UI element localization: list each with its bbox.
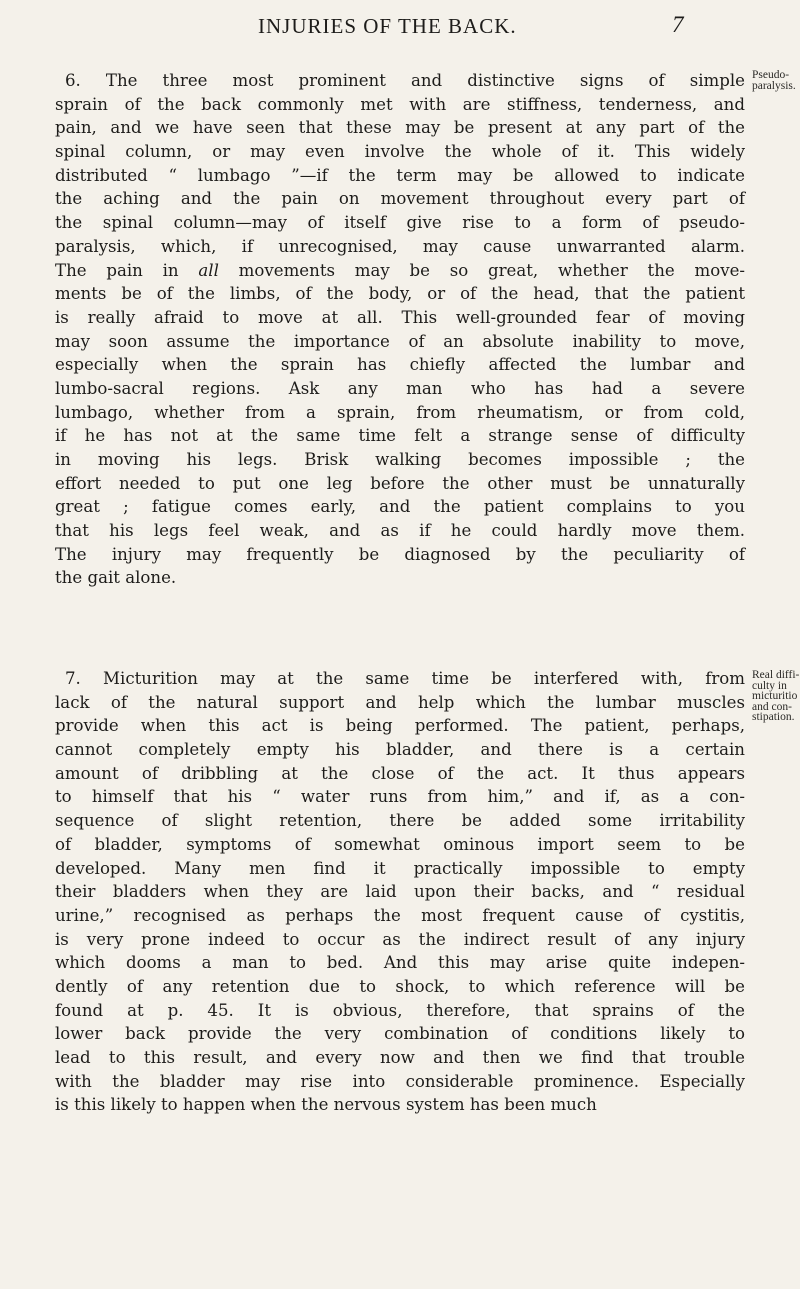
text-line: The pain in all movements may be so great, whether the move- — [55, 260, 746, 280]
text-line: which dooms a man to bed. And this may arise quite indepen- — [55, 953, 745, 973]
line-text: Micturition may at the same time be interfered with, from — [103, 669, 745, 688]
text-line: is really afraid to move at all. This well-grounded fear of moving — [55, 307, 745, 327]
margin-note-line: micturitio — [752, 690, 798, 702]
text-line: spinal column, or may even involve the whole of it. This widely — [55, 142, 745, 162]
text-line: provide when this act is being performed. The patient, perhaps, — [55, 716, 745, 736]
margin-note-line: culty in — [752, 679, 787, 692]
running-title: INJURIES OF THE BACK. — [258, 14, 517, 38]
margin-note-line: Pseudo- — [752, 69, 790, 81]
text-line: is very prone indeed to occur as the indirect result of any injury — [55, 929, 745, 949]
text-line: especially when the sprain has chiefly affected the lumbar and — [55, 355, 745, 375]
text-line — [55, 69, 745, 93]
text-line: amount of dribbling at the close of the act. It thus appears — [55, 763, 745, 783]
text-line: lumbo-sacral regions. Ask any man who has had a severe — [55, 378, 745, 398]
text-line: sequence of slight retention, there be added some irritability — [55, 811, 745, 831]
text-line: the spinal column—may of itself give rise to a form of pseudo- — [55, 213, 745, 233]
text-line: in moving his legs. Brisk walking becomes impossible ; the — [55, 450, 745, 469]
text-line: may soon assume the importance of an absolute inability to move, — [55, 331, 745, 351]
text-line: lower back provide the very combination of conditions likely to — [55, 1024, 745, 1044]
text-line: cannot completely empty his bladder, and there is a certain — [55, 740, 745, 760]
text-line: lack of the natural support and help which the lumbar muscles — [55, 692, 745, 712]
margin-note-line: stipation. — [752, 711, 795, 723]
page-number: 7 — [672, 12, 684, 37]
text-line: lumbago, whether from a sprain, from rheumatism, or from cold, — [55, 402, 745, 422]
text-line: that his legs feel weak, and as if he could hardly move them. — [55, 521, 745, 541]
line-text: The three most prominent and distinctive signs of simple — [105, 71, 746, 90]
text-line: the aching and the pain on movement throughout every part of — [55, 189, 745, 209]
text-line: to himself that his “ water runs from him,” and if, as a con- — [55, 787, 745, 807]
text-line: The injury may frequently be diagnosed by the peculiarity of — [55, 544, 745, 564]
text-line: developed. Many men find it practically impossible to empty — [55, 858, 745, 878]
text-line: pain, and we have seen that these may be present at any part of the — [55, 118, 745, 138]
text-line: ments be of the limbs, of the body, or of the head, that the patient — [55, 284, 745, 304]
text-line: found at p. 45. It is obvious, therefore, that sprains of the — [55, 1000, 745, 1020]
text-line: effort needed to put one leg before the other must be unnaturally — [55, 473, 745, 493]
margin-note-line: and con- — [752, 700, 792, 713]
text-line: if he has not at the same time felt a strange sense of difficulty — [55, 426, 745, 446]
text-line: distributed “ lumbago ”—if the term may be allowed to indicate — [55, 165, 745, 185]
margin-note-pseudo-paralysis — [752, 70, 800, 91]
margin-note-line: Real diffi- — [752, 669, 800, 681]
paragraph-7 — [55, 667, 745, 1117]
paragraph-number: 7. — [65, 669, 81, 688]
text-line: the gait alone. — [55, 568, 177, 588]
text-line: dently of any retention due to shock, to which reference will be — [55, 976, 745, 996]
margin-note-line: paralysis. — [752, 79, 796, 92]
margin-note-micturition — [752, 670, 800, 723]
page-header — [0, 12, 800, 42]
text-line: their bladders when they are laid upon their backs, and “ residual — [55, 882, 745, 902]
text-line: is this likely to happen when the nervous system has been much — [55, 1095, 597, 1115]
text-line: of bladder, symptoms of somewhat ominous import seem to be — [55, 834, 745, 854]
text-line: urine,” recognised as perhaps the most frequent cause of cystitis, — [55, 905, 745, 925]
text-line: paralysis, which, if unrecognised, may cause unwarranted alarm. — [55, 236, 745, 256]
text-line: great ; fatigue comes early, and the patient complains to you — [55, 497, 745, 517]
paragraph-6 — [55, 69, 745, 590]
text-line — [55, 667, 745, 691]
text-line: with the bladder may rise into considerable prominence. Especially — [55, 1071, 745, 1091]
text-line: lead to this result, and every now and then we find that trouble — [55, 1048, 745, 1067]
text-line: sprain of the back commonly met with are stiffness, tenderness, and — [55, 94, 745, 114]
paragraph-number: 6. — [65, 71, 81, 90]
